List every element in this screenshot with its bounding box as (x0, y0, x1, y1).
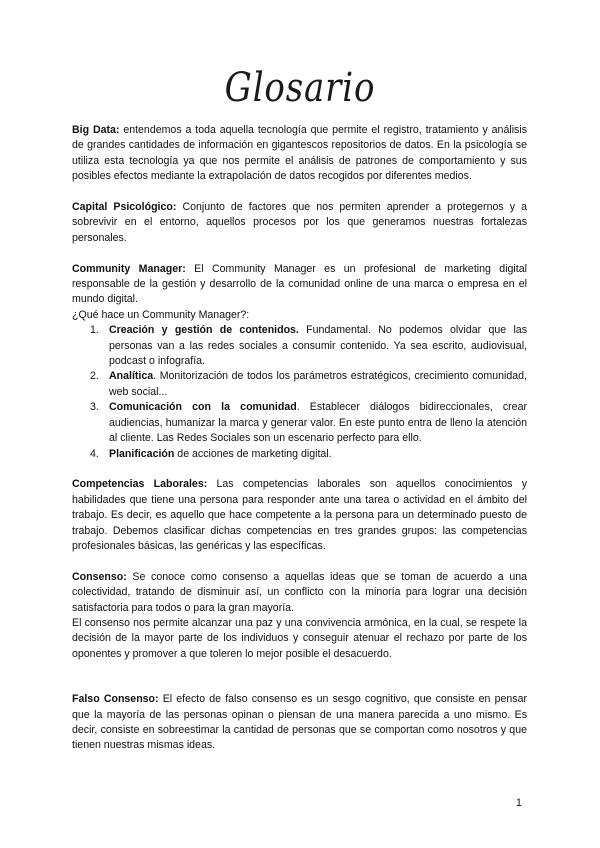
entry-paragraph (72, 692, 527, 754)
list-item-text: . Establecer diálogos bidireccionales, crear audiencias, humanizar la marca y generar valor. En este punto entra de lleno la atención al cliente. Las Redes Sociales son un escenario perfecto para ello. (109, 401, 527, 445)
list-item-title: Comunicación con la comunidad (109, 401, 297, 414)
list-item-text: de acciones de marketing digital. (174, 447, 332, 460)
list-item (90, 447, 527, 462)
list-item-title: Creación y gestión de contenidos. (109, 324, 299, 337)
entry-term: Competencias Laborales: (72, 478, 208, 491)
entry-definition: Las competencias laborales son aquellos conocimientos y habilidades que tiene una persona para responder ante una tarea o actividad en el ámbito del trabajo. Es decir, es aquello que hace competente a la persona para un determinado puesto de trabajo. Debemos clasificar dichas competencias en tres grandes grupos: las competencias profesionales básicas, las genéricas y las específicas. (72, 478, 528, 552)
entry-definition: entendemos a toda aquella tecnología que permite el registro, tratamiento y análisis de grandes cantidades de información en gigantescos repositorios de datos. En la psicología se utiliza esta tecnología ya que nos permite el análisis de patrones de comportamiento y sus posibles efectos mediante la extrapolación de datos recogidos por diferentes medios. (72, 124, 527, 183)
list-number: 4. (90, 447, 99, 460)
entry-competencias-laborales (72, 477, 527, 554)
entry-question: ¿Qué hace un Community Manager?: (72, 308, 250, 321)
entry-extra-paragraph: El consenso nos permite alcanzar una paz y una convivencia armónica, en la cual, se respete la decisión de la mayor parte de los individuos y conseguir atenuar el rechazo por parte de los oponentes y promover a que toleren lo mejor posible el desacuerdo. (72, 616, 527, 660)
entry-paragraph (72, 477, 527, 554)
entry-paragraph (72, 200, 527, 246)
entry-consenso (72, 570, 527, 662)
list-item-title: Planificación (109, 447, 175, 460)
entry-paragraph (72, 262, 527, 308)
entry-paragraph (72, 123, 527, 185)
page-number: 1 (516, 797, 522, 809)
entry-big-data (72, 123, 527, 185)
list-item-text: Fundamental. No podemos olvidar que las personas van a las redes sociales a consumir contenido. Ya sea escrito, audiovisual, podcast o infografía. (109, 324, 527, 368)
entry-term: Consenso: (72, 570, 127, 583)
list-number: 2. (90, 370, 99, 383)
entry-paragraph (72, 570, 527, 616)
list-item-text: . Monitorización de todos los parámetros estratégicos, crecimiento comunidad, web social... (109, 370, 527, 398)
entry-term: Falso Consenso: (72, 693, 159, 706)
entry-falso-consenso (72, 692, 527, 754)
entry-definition: Se conoce como consenso a aquellas ideas que se toman de acuerdo a una colectividad, tratando de disminuir así, un conflicto con la minoría para lograr una decisión satisfactoria para todos o para la gran mayoría. (72, 570, 527, 614)
list-number: 1. (90, 324, 99, 337)
community-manager-list (72, 323, 527, 462)
page-title: Glosario (224, 65, 376, 111)
entry-term: Community Manager: (72, 262, 186, 275)
entry-term: Big Data: (72, 124, 120, 136)
list-number: 3. (90, 401, 99, 414)
entry-capital-psicologico (72, 200, 527, 246)
glossary-content (72, 123, 527, 769)
entry-definition: El efecto de falso consenso es un sesgo cognitivo, que consiste en pensar que la mayoría de las personas opinan o piensan de una manera parecida a uno mismo. Es decir, consiste en sobreestimar la cantidad de personas que se comportan como nosotros y que tienen nuestras mismas ideas. (72, 693, 527, 752)
entry-definition: Conjunto de factores que nos permiten aprender a protegernos y a sobrevivir en el entorno, aquellos procesos por los que generamos nuestras fortalezas personales. (72, 201, 527, 244)
list-item (90, 400, 527, 446)
list-item (90, 369, 527, 400)
list-item-title: Analítica (109, 370, 154, 383)
entry-definition: El Community Manager es un profesional de marketing digital responsable de la gestión y desarrollo de la comunidad online de una marca o empresa en el mundo digital. (72, 262, 527, 306)
list-item (90, 323, 527, 369)
entry-community-manager (72, 262, 527, 462)
entry-term: Capital Psicológico: (72, 201, 177, 214)
